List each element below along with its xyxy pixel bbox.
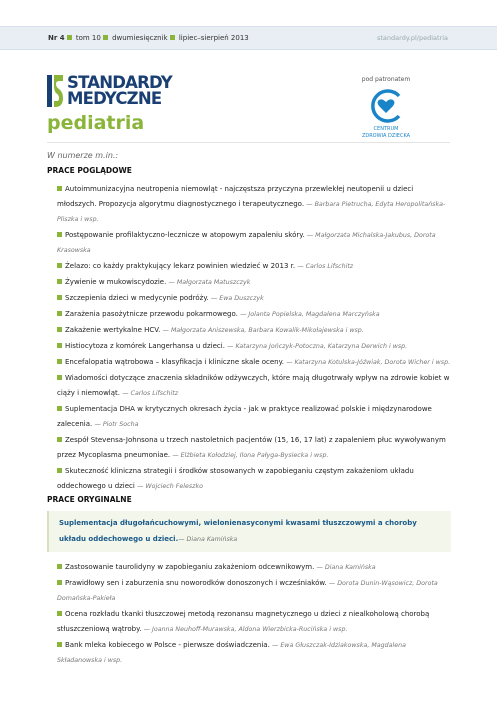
review-articles-list	[47, 182, 451, 494]
logo-mark-icon	[47, 75, 63, 107]
article-item[interactable]	[47, 576, 451, 606]
section-title-original: PRACE ORYGINALNE	[47, 495, 132, 504]
article-item[interactable]	[47, 182, 451, 227]
bullet-square-icon	[103, 35, 108, 40]
bullet-square-icon	[57, 406, 62, 411]
heart-logo-icon	[368, 89, 404, 123]
article-title: Histiocytoza z komórek Langerhansa u dzieci.	[65, 342, 225, 350]
article-title: Autoimmunizacyjna neutropenia niemowląt - najczęstsza przyczyna przewlekłej neutopenii u dzieci młodszych. Propozycja algorytmu diagnostycznego i terapeutycznego.	[57, 185, 414, 208]
article-item[interactable]	[47, 291, 451, 306]
bullet-square-icon	[57, 295, 62, 300]
article-authors: — Barbara Pietrucha, Edyta Heropolitańska-Pliszka i wsp.	[57, 201, 446, 223]
article-item[interactable]	[47, 464, 451, 494]
issue-info-bar	[0, 26, 497, 50]
issue-volume: tom 10	[75, 34, 101, 42]
article-title: Suplementacja DHA w krytycznych okresach życia - jak w praktyce realizować polskie i międzynarodowe zalecenia.	[57, 405, 432, 428]
article-authors: — Joanna Neuhoff-Murawska, Aldona Wierzbicka-Rucińska i wsp.	[143, 626, 348, 633]
bullet-square-icon	[57, 580, 62, 585]
article-authors: — Dorota Dunin-Wąsowicz, Dorota Domańska-Pakieła	[57, 580, 438, 602]
contents-list	[47, 166, 451, 669]
article-item[interactable]	[47, 371, 451, 401]
site-url[interactable]: standardy.pl/pediatria	[377, 34, 448, 42]
article-title: Wiadomości dotyczące znaczenia składników odżywczych, które mają długotrwały wpływ na zdrowie kobiet w ciąży i niemowląt.	[57, 374, 450, 397]
article-item[interactable]	[47, 433, 451, 463]
article-authors: — Małgorzata Michalska-Jakubus, Dorota Krasowska	[57, 232, 436, 254]
article-authors: — Ewa Głuszczak-Idziakowska, Magdalena Składanowska i wsp.	[57, 642, 406, 664]
article-title: Postępowanie profilaktyczno-lecznicze w atopowym zapaleniu skóry.	[65, 231, 305, 239]
article-title: Zastosowanie taurolidyny w zapobieganiu zakażeniom odcewnikowym.	[65, 563, 315, 571]
article-title: Encefalopatia wątrobowa – klasyfikacja i kliniczne skale oceny.	[65, 358, 284, 366]
article-authors: — Carlos Lifschitz	[297, 263, 354, 270]
journal-subtitle: pediatria	[47, 112, 145, 134]
original-articles-list	[47, 560, 451, 668]
bullet-square-icon	[57, 186, 62, 191]
divider	[47, 142, 450, 143]
standardy-medyczne-logo	[47, 74, 207, 108]
bullet-square-icon	[57, 437, 62, 442]
article-authors: — Katarzyna Kotulska-Jóźwiak, Dorota Wicher i wsp.	[286, 359, 451, 366]
intro-text: W numerze m.in.:	[47, 151, 119, 160]
article-item[interactable]	[47, 355, 451, 370]
article-item[interactable]	[47, 259, 451, 274]
bullet-square-icon	[170, 35, 175, 40]
bullet-square-icon	[57, 375, 62, 380]
article-authors: — Carlos Lifschitz	[122, 390, 179, 397]
article-authors: — Małgorzata Aniszewska, Barbara Kowalik-Mikołajewska i wsp.	[162, 327, 364, 334]
bullet-square-icon	[67, 35, 72, 40]
article-authors: — Jolanta Popielska, Magdalena Marczyńska	[240, 311, 380, 318]
logo-line-1: STANDARDY	[67, 73, 172, 92]
section-title-review: PRACE POGLĄDOWE	[47, 166, 132, 175]
article-authors: — Katarzyna Jończyk-Potoczna, Katarzyna Derwich i wsp.	[227, 343, 408, 350]
article-item[interactable]	[47, 275, 451, 290]
article-item[interactable]	[47, 402, 451, 432]
bullet-square-icon	[57, 564, 62, 569]
patron-org-line-1: CENTRUM	[373, 126, 399, 132]
article-item[interactable]	[47, 607, 451, 637]
issue-number: Nr 4	[48, 34, 65, 42]
article-title: Żelazo: co każdy praktykujący lekarz powinien wiedzieć w 2013 r.	[65, 262, 296, 270]
bullet-square-icon	[57, 232, 62, 237]
article-title: Bank mleka kobiecego w Polsce - pierwsze doświadczenia.	[65, 641, 270, 649]
bullet-square-icon	[57, 311, 62, 316]
article-title: Żywienie w mukowiscydozie.	[65, 278, 167, 286]
article-authors: — Małgorzata Matuszczyk	[168, 279, 251, 286]
article-authors: — Elżbieta Kołodziej, Ilona Pałyga-Bysiecka i wsp.	[172, 452, 329, 459]
article-item[interactable]	[47, 339, 451, 354]
article-title: Skuteczność kliniczna strategii i środków stosowanych w zapobieganiu częstym zakażeniom układu oddechowego u dzieci	[57, 467, 414, 490]
patronage-block	[360, 76, 412, 140]
featured-article[interactable]	[47, 511, 451, 552]
issue-frequency: dwumiesięcznik	[112, 34, 168, 42]
article-item[interactable]	[47, 228, 451, 258]
bullet-square-icon	[57, 279, 62, 284]
featured-article-authors: — Diana Kamińska	[178, 536, 238, 543]
article-authors: — Wojciech Feleszko	[137, 483, 203, 490]
issue-info	[48, 34, 249, 42]
bullet-square-icon	[57, 327, 62, 332]
issue-date: lipiec–sierpień 2013	[178, 34, 249, 42]
patron-org-line-2: ZDROWIA DZIECKA	[361, 133, 411, 139]
article-item[interactable]	[47, 323, 451, 338]
article-title: Szczepienia dzieci w medycynie podróży.	[65, 294, 209, 302]
article-item[interactable]	[47, 307, 451, 322]
article-title: Zakażenie wertykalne HCV.	[65, 326, 161, 334]
article-title: Zespół Stevensa-Johnsona u trzech nastoletnich pacjentów (15, 16, 17 lat) z zapaleniem płuc wywoływanym przez Mycoplasma pneumoniae.	[57, 436, 446, 459]
bullet-square-icon	[57, 642, 62, 647]
article-authors: — Piotr Socha	[94, 421, 139, 428]
bullet-square-icon	[57, 343, 62, 348]
patronage-label: pod patronatem	[361, 76, 411, 83]
bullet-square-icon	[57, 359, 62, 364]
article-title: Ocena rozkładu tkanki tłuszczowej metodą rezonansu magnetycznego u dzieci z niealkoholową chorobą stłuszczeniową wątroby.	[57, 610, 430, 633]
article-item[interactable]	[47, 560, 451, 575]
article-title: Prawidłowy sen i zaburzenia snu noworodków donoszonych i wcześniaków.	[65, 579, 327, 587]
bullet-square-icon	[57, 468, 62, 473]
article-authors: — Ewa Duszczyk	[210, 295, 264, 302]
article-authors: — Diana Kamińska	[316, 564, 376, 571]
article-item[interactable]	[47, 638, 451, 668]
bullet-square-icon	[57, 263, 62, 268]
logo-line-2: MEDYCZNE	[67, 89, 162, 108]
bullet-square-icon	[57, 611, 62, 616]
article-title: Zarażenia pasożytnicze przewodu pokarmowego.	[65, 310, 238, 318]
featured-article-title: Suplementacja długołańcuchowymi, wielonienasyconymi kwasami tłuszczowymi a choroby układu oddechowego u dzieci.	[59, 519, 417, 543]
